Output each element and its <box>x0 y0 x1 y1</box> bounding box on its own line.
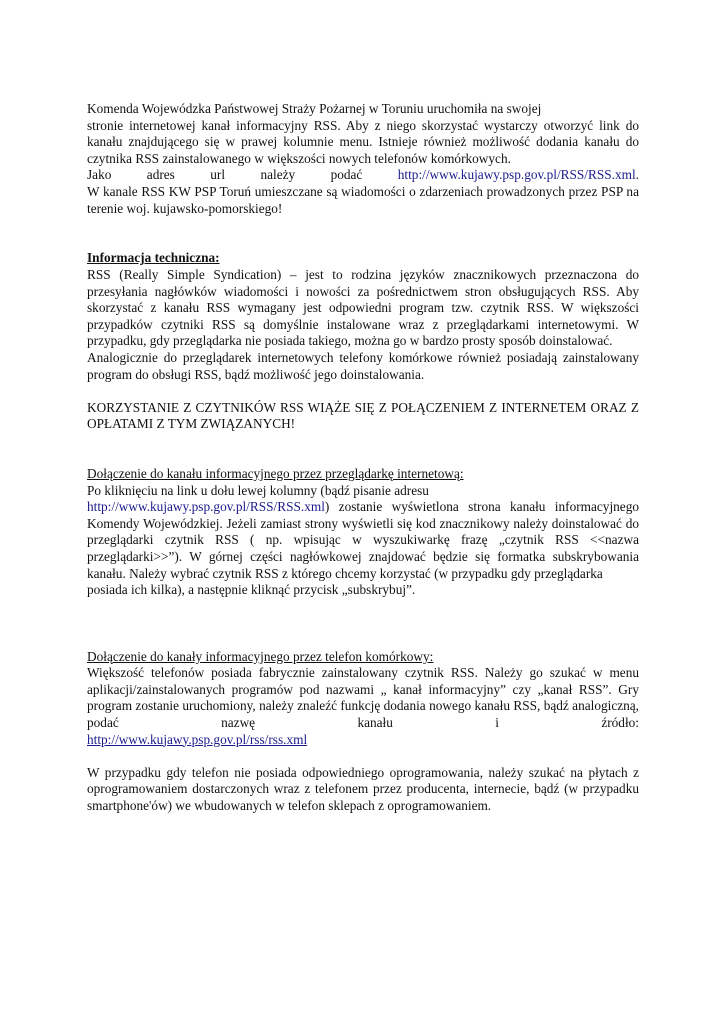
tech-paragraph-2: Analogicznie do przeglądarek internetowych telefony komórkowe również posiadają zainstalowany program do obsługi RSS, bądź możliwość jego doinstalowania. <box>87 349 639 382</box>
browser-last-line: posiada ich kilka), a następnie kliknąć przycisk „subskrybuj”. <box>87 582 416 598</box>
intro-url-suffix: . <box>635 167 639 183</box>
intro-news-paragraph: W kanale RSS KW PSP Toruń umieszczane są wiadomości o zdarzeniach prowadzonych przez PSP na terenie woj. kujawsko-pomorskiego! <box>87 183 639 216</box>
intro-url-line <box>87 167 639 184</box>
phone-heading: Dołączenie do kanały informacyjnego przez telefon komórkowy: <box>87 648 434 664</box>
tech-heading: Informacja techniczna: <box>87 250 220 266</box>
intro-paragraph: stronie internetowej kanał informacyjny RSS. Aby z niego skorzystać wystarczy otworzyć link do kanału znajdującego się w prawej kolumnie menu. Istnieje również możliwość dodania kanału do czytnika RSS zainstalowanego w większości nowych telefonów komórkowych. <box>87 117 639 166</box>
warning-text: KORZYSTANIE Z CZYTNIKÓW RSS WIĄŻE SIĘ Z POŁĄCZENIEM Z INTERNETEM ORAZ Z OPŁATAMI Z TYM ZWIĄZANYCH! <box>87 399 639 432</box>
rss-url-link[interactable]: http://www.kujawy.psp.gov.pl/RSS/RSS.xml <box>397 167 636 183</box>
browser-first-line: Po kliknięciu na link u dołu lewej kolumny (bądź pisanie adresu <box>87 482 429 498</box>
browser-heading: Dołączenie do kanału informacyjnego przez przeglądarkę internetową: <box>87 466 464 482</box>
browser-rss-url-link[interactable]: http://www.kujawy.psp.gov.pl/RSS/RSS.xml <box>87 499 325 515</box>
phone-paragraph-2: W przypadku gdy telefon nie posiada odpowiedniego oprogramowania, należy szukać na płytach z oprogramowaniem dostarczonych wraz z telefonem przez producenta, internecie, bądź (w przypadku smartphone'ów) we wbudowanych w telefon sklepach z oprogramowaniem. <box>87 764 639 813</box>
document-page <box>87 101 639 815</box>
browser-paragraph-text: ) zostanie wyświetlona strona kanału informacyjnego Komendy Wojewódzkiej. Jeżeli zamiast strony wyświetli się kod znacznikowy należy doinstalować do przeglądarki czytnik RSS ( np. wpisując w wyszukiwarkę frazę „czytnik RSS <<nazwa przeglądarki>>”). W górnej części nagłówkowej znajdować będzie się formatka subskrybowania kanału. Należy wybrać czytnik RSS z którego chcemy korzystać (w przypadku gdy przeglądarka <box>87 499 639 581</box>
phone-paragraph: Większość telefonów posiada fabrycznie zainstalowany czytnik RSS. Należy go szukać w menu aplikacji/zainstalowanych programów pod nazwami „ kanał informacyjny” czy „kanał RSS”. Gry program zostanie uruchomiony, należy znaleźć funkcję dodania nowego kanału RSS, bądź analogiczną, podać nazwę kanału i źródło: <box>87 665 639 730</box>
phone-rss-url-link[interactable]: http://www.kujawy.psp.gov.pl/rss/rss.xml <box>87 731 308 747</box>
intro-url-label: Jako adres url należy podać <box>87 167 363 183</box>
browser-paragraph <box>87 499 639 582</box>
intro-first-line: Komenda Wojewódzka Państwowej Straży Pożarnej w Toruniu uruchomiła na swojej <box>87 101 542 116</box>
tech-paragraph-1: RSS (Really Simple Syndication) – jest to rodzina języków znacznikowych przeznaczona do przesyłania nagłówków wiadomości i nowości za pośrednictwem stron obsługujących RSS. Aby skorzystać z kanału RSS wymagany jest odpowiedni program tzw. czytnik RSS. W większości przypadków czytniki RSS są domyślnie instalowane wraz z przeglądarkami internetowymi. W przypadku, gdy przeglądarka nie posiada takiego, można go w bardzo prosty sposób doinstalować. <box>87 266 639 349</box>
phone-url-line <box>87 732 639 749</box>
